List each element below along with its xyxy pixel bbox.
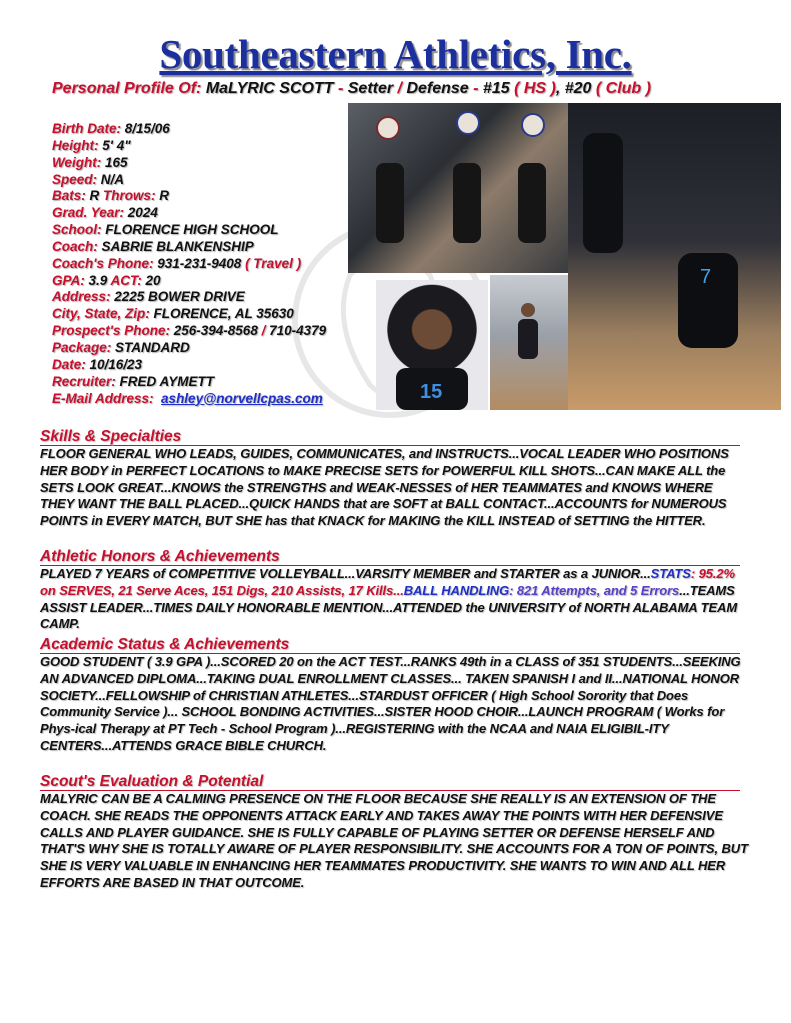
birth-date-row	[52, 121, 326, 138]
email-label: E-Mail Address:	[52, 390, 154, 406]
honors-text-2: ...TEAMS ASSIST LEADER...TIMES DAILY HONORABLE MENTION...ATTENDED the UNIVERSITY of NORTH ALABAMA TEAM CAMP.	[40, 582, 738, 632]
recruiter-label: Recruiter:	[52, 373, 116, 389]
coach-value: SABRIE BLANKENSHIP	[97, 238, 254, 254]
prospect-phone-alt: 710-4379	[265, 323, 327, 339]
club-tag: ( Club )	[591, 80, 651, 97]
school-label: School:	[52, 222, 102, 238]
email-link[interactable]: ashley@norvellcpas.com	[161, 390, 323, 406]
portrait-jersey	[376, 280, 488, 410]
position-1: Setter	[347, 80, 394, 97]
company-title: Southeastern Athletics, Inc.	[159, 31, 632, 77]
package-row	[52, 340, 326, 357]
bats-throws-row	[52, 188, 326, 205]
gym-action-photo	[490, 275, 568, 410]
bats-value: R	[85, 188, 104, 204]
gym-figure	[490, 275, 568, 410]
action-figures	[568, 103, 781, 410]
address-label: Address:	[52, 289, 111, 305]
scout-section	[40, 773, 748, 892]
coach-phone-tag: ( Travel )	[245, 255, 302, 271]
gpa-act-row	[52, 273, 326, 290]
academic-heading: Academic Status & Achievements	[40, 636, 740, 654]
jersey-number-7: 7	[700, 266, 712, 288]
package-value: STANDARD	[111, 339, 190, 355]
address-row	[52, 289, 326, 306]
act-value: 20	[141, 272, 161, 288]
hs-tag: ( HS )	[509, 80, 556, 97]
email-row	[52, 391, 326, 408]
date-label: Date:	[52, 356, 86, 372]
act-label: ACT:	[110, 272, 142, 288]
weight-value: 165	[101, 154, 128, 170]
prospect-phone-label: Prospect's Phone:	[52, 323, 170, 339]
separator: -	[468, 80, 483, 97]
position-2: Defense	[406, 80, 469, 97]
speed-row	[52, 172, 326, 189]
height-value: 5' 4"	[98, 137, 131, 153]
honors-heading: Athletic Honors & Achievements	[40, 548, 740, 566]
height-row	[52, 138, 326, 155]
skills-heading: Skills & Specialties	[40, 428, 740, 446]
recruiter-value: FRED AYMETT	[115, 373, 215, 389]
phone-separator: /	[261, 323, 266, 339]
coach-label: Coach:	[52, 238, 98, 254]
player-name: MaLYRIC SCOTT	[201, 80, 338, 97]
gpa-label: GPA:	[52, 272, 85, 288]
hs-number: #15	[482, 80, 510, 97]
bats-label: Bats:	[52, 188, 86, 204]
grad-year-value: 2024	[124, 205, 158, 221]
club-number: #20	[564, 80, 592, 97]
height-label: Height:	[52, 137, 99, 153]
setting-collage-photo	[348, 103, 568, 273]
coach-phone-value: 931-231-9408	[153, 255, 246, 271]
package-label: Package:	[52, 339, 112, 355]
weight-label: Weight:	[52, 154, 102, 170]
academic-body: GOOD STUDENT ( 3.9 GPA )...SCORED 20 on the ACT TEST...RANKS 49th in a CLASS of 351 STUDENTS...SEEKING AN ADVANCED DIPLOMA...TAKING DUAL ENROLLMENT CLASSES... TAKEN SPANISH I and II...NATIONAL HONOR SOCIETY...FELLOWSHIP of CHRISTIAN ATHLETES...STARDUST OFFICER ( High School Sorority that Does Community Service )... SCHOOL BONDING ACTIVITIES...SISTER HOOD CHOIR...LAUNCH PROGRAM ( Works for Phys-ical Therapy at PT Tech - School Program )...REGISTERING with the NCAA and NAIA ELIGIBIL-ITY CENTERS...ATTENDS GRACE BIBLE CHURCH.	[40, 654, 741, 753]
weight-row	[52, 155, 326, 172]
coach-row	[52, 239, 326, 256]
action-photo	[568, 103, 781, 410]
bio-block	[52, 121, 326, 407]
grad-year-label: Grad. Year:	[52, 205, 125, 221]
skills-body: FLOOR GENERAL WHO LEADS, GUIDES, COMMUNICATES, and INSTRUCTS...VOCAL LEADER WHO POSITIONS HER BODY in PERFECT LOCATIONS to MAKE PRECISE SETS for POWERFUL KILL SHOTS...CAN MAKE ALL the SETS LOOK GREAT...KNOWS the STRENGTHS and WEAK-NESSES of HER TEAMMATES and KNOWS WHERE THEY WANT THE BALL PLACED...QUICK HANDS that are SOFT at BALL CONTACT...ACCOUNTS for NUMEROUS POINTS in EVERY MATCH, BUT SHE has that KNACK for MAKING the KILL INSTEAD of SETTING the HITTER.	[40, 446, 729, 529]
throws-label: Throws:	[103, 188, 156, 204]
stats-text: : 95.2% on SERVES, 21 Serve Aces, 151 Digs, 210 Assists, 17 Kills...	[40, 566, 735, 598]
school-row	[52, 222, 326, 239]
date-row	[52, 357, 326, 374]
city-state-zip-label: City, State, Zip:	[52, 306, 150, 322]
separator: /	[393, 80, 407, 97]
throws-value: R	[155, 188, 170, 204]
birth-date-value: 8/15/06	[121, 121, 170, 136]
collage-figures	[348, 103, 568, 273]
address-value: 2225 BOWER DRIVE	[110, 289, 245, 305]
ball-handling-text: : 821 Attempts, and 5 Errors	[509, 582, 680, 598]
recruiter-row	[52, 374, 326, 391]
birth-date-label: Birth Date:	[52, 121, 122, 136]
speed-label: Speed:	[52, 171, 98, 187]
coach-phone-row	[52, 256, 326, 273]
svg-text:15: 15	[420, 381, 443, 403]
city-state-zip-value: FLORENCE, AL 35630	[149, 306, 294, 322]
speed-value: N/A	[97, 171, 125, 187]
honors-section	[40, 548, 740, 633]
school-value: FLORENCE HIGH SCHOOL	[101, 222, 279, 238]
ball-handling-label: BALL HANDLING	[403, 582, 510, 598]
separator: -	[337, 80, 348, 97]
honors-text-1: PLAYED 7 YEARS of COMPETITIVE VOLLEYBALL...VARSITY MEMBER and STARTER as a JUNIOR...	[40, 566, 651, 581]
portrait-photo	[376, 280, 488, 410]
date-value: 10/16/23	[85, 356, 143, 372]
separator: ,	[555, 80, 565, 97]
academic-section	[40, 636, 740, 755]
scout-body: MALYRIC CAN BE A CALMING PRESENCE ON THE FLOOR BECAUSE SHE REALLY IS AN EXTENSION OF THE COACH. SHE READS THE OPPONENTS ATTACK EARLY AND TAKES AWAY THE POINTS WITH HER DEFENSIVE CALLS AND PLAYER GUIDANCE. SHE IS FULLY CAPABLE OF PLAYING SETTER OR DEFENSE HERSELF AND THAT'S WHY SHE IS TOTALLY AWARE OF PLAYER RESPONSIBILITY. SHE ACCOUNTS FOR A TON OF POINTS, BUT SHE IS VERY VALUABLE IN ENHANCING HER TEAMMATES PRODUCTIVITY. SHE WANTS TO WIN AND ALL HER EFFORTS ARE BASED IN THAT OUTCOME.	[40, 791, 748, 890]
grad-year-row	[52, 205, 326, 222]
prospect-phone-value: 256-394-8568	[170, 323, 262, 339]
gpa-value: 3.9	[84, 272, 111, 288]
city-state-zip-row	[52, 306, 326, 323]
skills-section	[40, 428, 740, 530]
profile-label: Personal Profile Of:	[52, 80, 202, 97]
prospect-phone-row	[52, 323, 326, 340]
honors-body	[40, 566, 748, 633]
coach-phone-label: Coach's Phone:	[52, 255, 154, 271]
stats-label: STATS	[650, 566, 691, 581]
scout-heading: Scout's Evaluation & Potential	[40, 773, 740, 791]
profile-header	[52, 80, 651, 98]
